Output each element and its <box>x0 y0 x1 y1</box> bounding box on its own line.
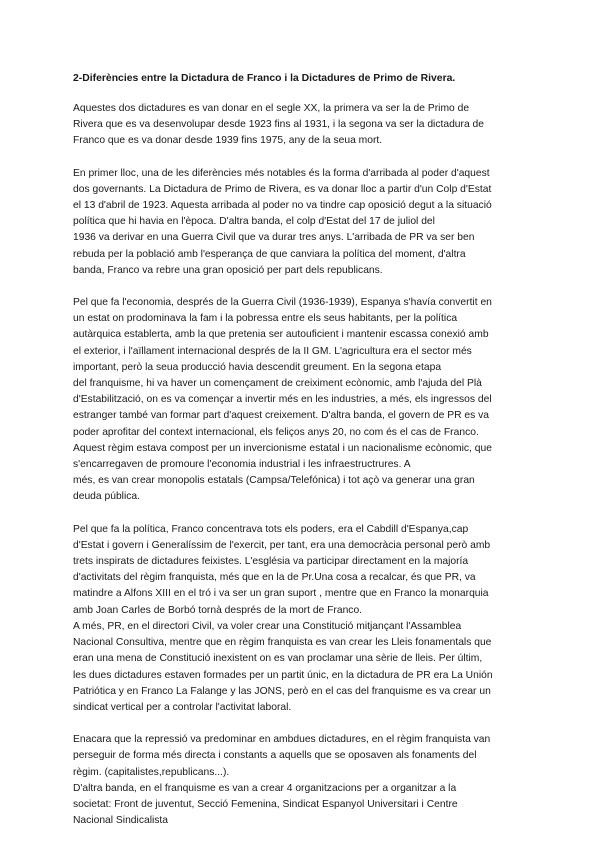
paragraph-line: amb Joan Carles de Borbó tornà després de la mort de Franco. <box>73 604 363 616</box>
paragraph-line: règim. (capitalistes,republicans...). <box>73 766 230 778</box>
paragraph-line: Nacional Sindicalista <box>73 815 169 827</box>
paragraph-list <box>73 101 529 829</box>
paragraph-line: Pel que fa la política, Franco concentrava tots els poders, era el Cabdill d'Espanya,cap <box>73 523 469 535</box>
paragraph-line: més, es van crear monopolis estatals (Campsa/Telefónica) i tot açò va generar una gran <box>73 475 475 487</box>
paragraph-line: estranger també van formar part d'aquest creixement. D'altra banda, el govern de PR es va <box>73 410 490 422</box>
paragraph-line: Pel que fa l'economia, després de la Guerra Civil (1936-1939), Espanya s'havía convertit en <box>73 297 492 309</box>
paragraph-line: perseguir de forma més directa i constants a aquells que se oposaven als fonaments del <box>73 750 477 762</box>
paragraph-line: Franco que es va donar desde 1939 fins 1975, any de la seua mort. <box>73 135 383 147</box>
paragraph-3 <box>73 295 529 506</box>
paragraph-line: el 13 d'abril de 1923. Aquesta arribada al poder no va tindre cap oposició degut a la situació <box>73 200 492 212</box>
document-body <box>73 72 529 845</box>
paragraph-5 <box>73 732 529 829</box>
paragraph-line: banda, Franco va rebre una gran oposició per part dels republicans. <box>73 264 383 276</box>
paragraph-line: Patriótica y en Franco La Falange y las JONS, però en el cas del franquisme es va crear un <box>73 685 491 697</box>
paragraph-line: el exterior, i l'aïllament internacional després de la II GM. L'agricultura era el sector més <box>73 345 472 357</box>
document-title: 2-Diferències entre la Dictadura de Franco i la Dictadures de Primo de Rivera. <box>73 73 456 84</box>
paragraph-line: política que hi havia en l'època. D'altra banda, el colp d'Estat del 17 de juliol del <box>73 216 435 228</box>
paragraph-1 <box>73 101 529 150</box>
paragraph-line: s'encarregaven de promoure l'economia industrial i les infraestructrures. A <box>73 459 411 471</box>
paragraph-line: trets inspirats de dictadures feixistes. L'església va participar directament en la majoría <box>73 556 469 568</box>
paragraph-line: A més, PR, en el directori Civil, va voler crear una Constitució mitjançant l'Assamblea <box>73 620 462 632</box>
paragraph-line: D'altra banda, en el franquisme es van a crear 4 organitzacions per a organitzar a la <box>73 782 457 794</box>
paragraph-4 <box>73 522 529 716</box>
paragraph-line: matindre a Alfons XIII en el tró i va ser un gran suport , mentre que en Franco la monarquia <box>73 588 489 600</box>
paragraph-line: autàrquica establerta, amb la que pretenia ser autouficient i mantenir escassa conexió amb <box>73 329 489 341</box>
paragraph-line: eran una mena de Constitució inexistent on es van proclamar una sèrie de lleis. Per últim, <box>73 653 483 665</box>
paragraph-line: un estat on prodominava la fam i la pobressa entre els seus habitants, per la política <box>73 313 458 325</box>
paragraph-line: deuda pública. <box>73 491 140 503</box>
paragraph-line: poder aprofitar del context internacional, els feliços anys 20, no com és el cas de Franco. <box>73 426 479 438</box>
paragraph-line: Aquest règim estava compost per un invercionisme estatal i un nacionalisme ecònomic, que <box>73 442 492 454</box>
paragraph-line: societat: Front de juventut, Secció Femenina, Sindicat Espanyol Universitari i Centre <box>73 798 458 810</box>
paragraph-line: sindicat vertical per a controlar l'activitat laboral. <box>73 701 292 713</box>
paragraph-line: Aquestes dos dictadures es van donar en el segle XX, la primera va ser la de Primo de <box>73 103 470 114</box>
paragraph-line: les dues dictadures estaven formades per un partit únic, en la dictadura de PR era La Unión <box>73 669 493 681</box>
paragraph-line: d'Estat i govern i Generalíssim de l'exercit, per tant, era una democràcia personal però amb <box>73 539 491 551</box>
paragraph-line: 1936 va derivar en una Guerra Civil que va durar tres anys. L'arribada de PR va ser ben <box>73 232 475 244</box>
paragraph-line: Enacara que la repressió va predominar en ambdues dictadures, en el règim franquista van <box>73 734 491 746</box>
paragraph-line: rebuda per la població amb l'esperança de que canviara la política del moment, d'altra <box>73 248 466 260</box>
paragraph-line: Rivera que es va desenvolupar desde 1923 fins al 1931, i la segona va ser la dictadura de <box>73 119 485 131</box>
paragraph-line: dos governants. La Dictadura de Primo de Rivera, es va donar lloc a partir d'un Colp d'Estat <box>73 183 492 195</box>
paragraph-line: d'Estabilització, on es va començar a invertir més en les industries, a més, els ingressos del <box>73 394 492 406</box>
paragraph-2 <box>73 166 529 279</box>
paragraph-line: important, però la seua producció havia descendit greument. En la segona etapa <box>73 361 442 373</box>
paragraph-line: d'activitats del règim franquista, més que en la de Pr.Una cosa a recalcar, és que PR, va <box>73 572 476 584</box>
paragraph-line: En primer lloc, una de les diferències més notables és la forma d'arribada al poder d'aquest <box>73 167 490 179</box>
paragraph-line: del franquisme, hi va haver un començament de creiximent ecònomic, amb l'ajuda del Plà <box>73 378 482 390</box>
paragraph-line: Nacional Consultiva, mentre que en règim franquista es van crear les Lleis fonamentals que <box>73 637 492 649</box>
